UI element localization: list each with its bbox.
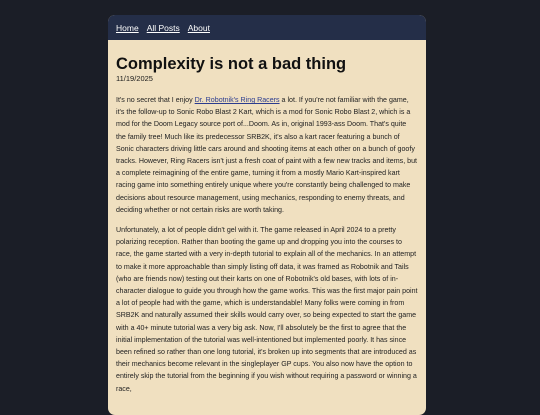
post-content (108, 40, 426, 395)
post-paragraph-1 (116, 94, 418, 216)
post-date: 11/19/2025 (116, 74, 153, 83)
post-paragraph-2: Unfortunately, a lot of people didn't gel with it. The game released in April 2024 to a pretty polarizing reception. Rather than booting the game up and dropping you into the courses to race, the game started with a very in-depth tutorial to explain all of the mechanics. In an attempt to make it more approachable than simply listing off data, it was framed as Robotnik and Tails (who are friends now) testing out their karts on one of Robotnik's old bases, with lots of in-character dialogue to guide you through how the game works. This was the first major pain point a lot of people had with the game, which is understandable! Many folks were coming in from SRB2K and naturally assumed their skills would carry over, so being expected to start the game with a 40+ minute tutorial was a very big ask. Now, I'll absolutely be the first to agree that the initial implementation of the tutorial was well-intentioned but implemented poorly. It has since been refined so rather than one long tutorial, it's broken up into segments that are introduced as their mechanics become relevant in the singleplayer GP cups. You also now have the option to entirely skip the tutorial from the beginning if you wish without requiring a password or winning a race, (116, 226, 418, 393)
page-card (108, 15, 426, 415)
ring-racers-link[interactable]: Dr. Robotnik's Ring Racers (194, 96, 280, 104)
paragraph-1-text-end: a lot. If you're not familiar with the game, it's the follow-up to Sonic Robo Blast 2 Kart, which is a mod for Sonic Robo Blast 2, which is a mod for the Doom Legacy source port of...Doom. As in, original 1993-ass Doom. That's quite the family tree! Much like its predecessor SRB2K, it's also a kart racer featuring a bunch of Sonic characters driving little cars around and shooting items at each other on a bunch of goofy tracks. However, Ring Racers isn't just a fresh coat of paint with a few new tracks and items, but a complete reimagining of the entire game, turning it from a mostly Mario Kart-inspired kart racing game into something entirely unique where you're constantly being challenged to make decisions about resource management, using mechanics, responding to enemy threats, and deciding whether or not certain risks are worth taking. (116, 96, 417, 214)
nav-home-link[interactable]: Home (116, 22, 139, 33)
nav-about-link[interactable]: About (187, 22, 210, 33)
paragraph-1-text-start: It's no secret that I enjoy (116, 96, 195, 104)
nav-all-posts-link[interactable]: All Posts (146, 22, 180, 33)
top-nav (108, 15, 426, 40)
post-title: Complexity is not a bad thing (116, 55, 347, 73)
